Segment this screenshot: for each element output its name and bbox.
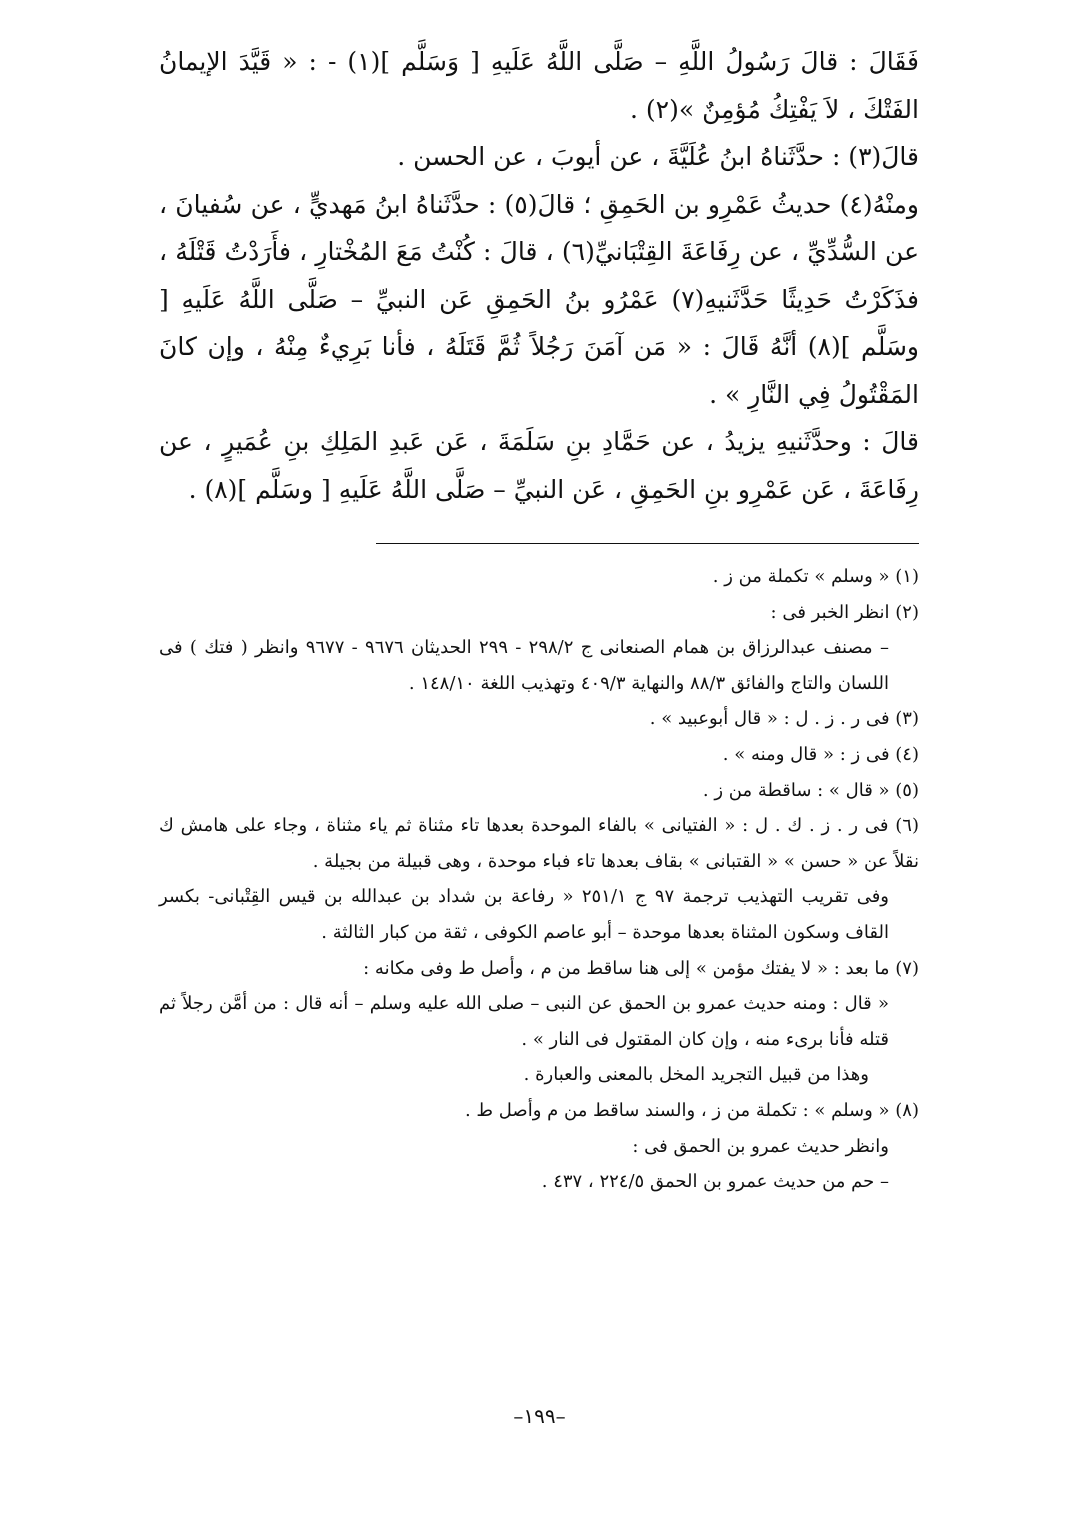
footnote-7: (٧) ما بعد : « لا يفتك مؤمن » إلى هنا ساقط من م ، وأصل ط وفى مكانه :	[363, 957, 919, 979]
footnote-6-continuation: وفى تقريب التهذيب ترجمة ٩٧ ج ٢٥١/١ « رفاعة بن شداد بن عبدالله بن قيس القِتْبانى- بكسر القاف وسكون المثناة بعدها موحدة – أبو عاصم الكوفى ، ثقة من كبار الثالثة .	[159, 886, 889, 943]
footnote-6: (٦) فى ر . ز . ك . ل : « الفتيانى » بالفاء الموحدة بعدها تاء مثناة ثم ياء مثناة ، وجاء على هامش ك نقلاً عن « حسن » « القتبانى » بقاف بعدها تاء فباء موحدة ، وهى قبيلة من بجيلة .	[159, 815, 919, 872]
main-paragraph: ومنْهُ(٤) حديثُ عَمْرِو بن الحَمِقِ ؛ قالَ(٥) : حدَّثَناهُ ابنُ مَهديٍّ ، عن سُفيانَ ، عن السُّدِّيِّ ، عن رِفَاعَةَ القِتْبَانيِّ(٦) ، قالَ : كُنْتُ مَعَ المُخْتارِ ، فأَرَدْتُ قَتْلَهُ ، فذَكَرْتُ حَدِيثًا حَدَّثَنيهِ(٧) عَمْرُو بنُ الحَمِقِ عَن النبيِّ – صَلَّى اللَّهُ عَلَيهِ [ وسَلَّم ](٨) أنَّهُ قَالَ : « مَن آمَنَ رَجُلاً ثُمَّ قَتَلَهُ ، فأنا بَرِيءٌ مِنْهُ ، وإن كانَ المَقْتُولُ فِي النَّارِ » .	[159, 189, 919, 409]
main-paragraph: فَقَالَ : قالَ رَسُولُ اللَّهِ – صَلَّى اللَّهُ عَلَيهِ [ وَسَلَّم ](١) - : « قَيَّدَ الإيمانُ الفَتْكَ ، لاَ يَفْتِكُ مُؤمِنٌ »(٢) .	[159, 47, 919, 124]
footnote-5: (٥) « قال » : ساقطة من ز .	[702, 779, 919, 801]
main-paragraph: قالَ(٣) : حدَّثَناهُ ابنُ عُلَيَّةَ ، عن أيوبَ ، عن الحسن .	[397, 142, 919, 171]
footnote-8-reference: – حم من حديث عمرو بن الحمق ٢٢٤/٥ ، ٤٣٧ .	[541, 1171, 889, 1193]
footnote-2: (٢) انظر الخبر فى :	[770, 601, 919, 623]
footnote-7-remark: وهذا من قبيل التجريد المخل بالمعنى والعبارة .	[523, 1064, 869, 1086]
footnotes	[159, 559, 919, 1200]
footnote-4: (٤) فى ز : « قال ومنه » .	[722, 743, 919, 765]
page-number: –١٩٩–	[513, 1404, 566, 1428]
footnote-2-reference: – مصنف عبدالرزاق بن همام الصنعانى ج ٢٩٨/٢ - ٢٩٩ الحديثان ٩٦٧٦ - ٩٦٧٧ وانظر ( فتك ) فى اللسان والتاج والفائق ٨٨/٣ والنهاية ٤٠٩/٣ وتهذيب اللغة ١٤٨/١٠ .	[159, 637, 889, 694]
main-text	[159, 38, 919, 513]
footnote-7-quote: « قال : ومنه حديث عمرو بن الحمق عن النبى – صلى الله عليه وسلم – أنه قال : من أمَّن رجلاً ثم قتله فأنا برىء منه ، وإن كان المقتول فى النار » .	[159, 993, 889, 1050]
main-paragraph: قالَ : وحدَّثَنيهِ يزيدُ ، عن حَمَّادِ بنِ سَلَمَةَ ، عَن عَبدِ المَلِكِ بنِ عُمَيرٍ ، عن رِفَاعَةَ ، عَن عَمْرِو بنِ الحَمِقِ ، عَن النبيِّ – صَلَّى اللَّهُ عَلَيهِ [ وسَلَّم ](٨) .	[159, 427, 919, 504]
footnote-1: (١) « وسلم » تكملة من ز .	[712, 566, 919, 587]
footnote-3: (٣) فى ر . ز . ل : « قال أبوعبيد » .	[649, 708, 919, 730]
footnote-8-see-also: وانظر حديث عمرو بن الحمق فى :	[632, 1135, 889, 1157]
footnote-8: (٨) « وسلم » : تكملة من ز ، والسند ساقط من م وأصل ط .	[464, 1099, 919, 1121]
footnote-divider	[376, 543, 919, 544]
